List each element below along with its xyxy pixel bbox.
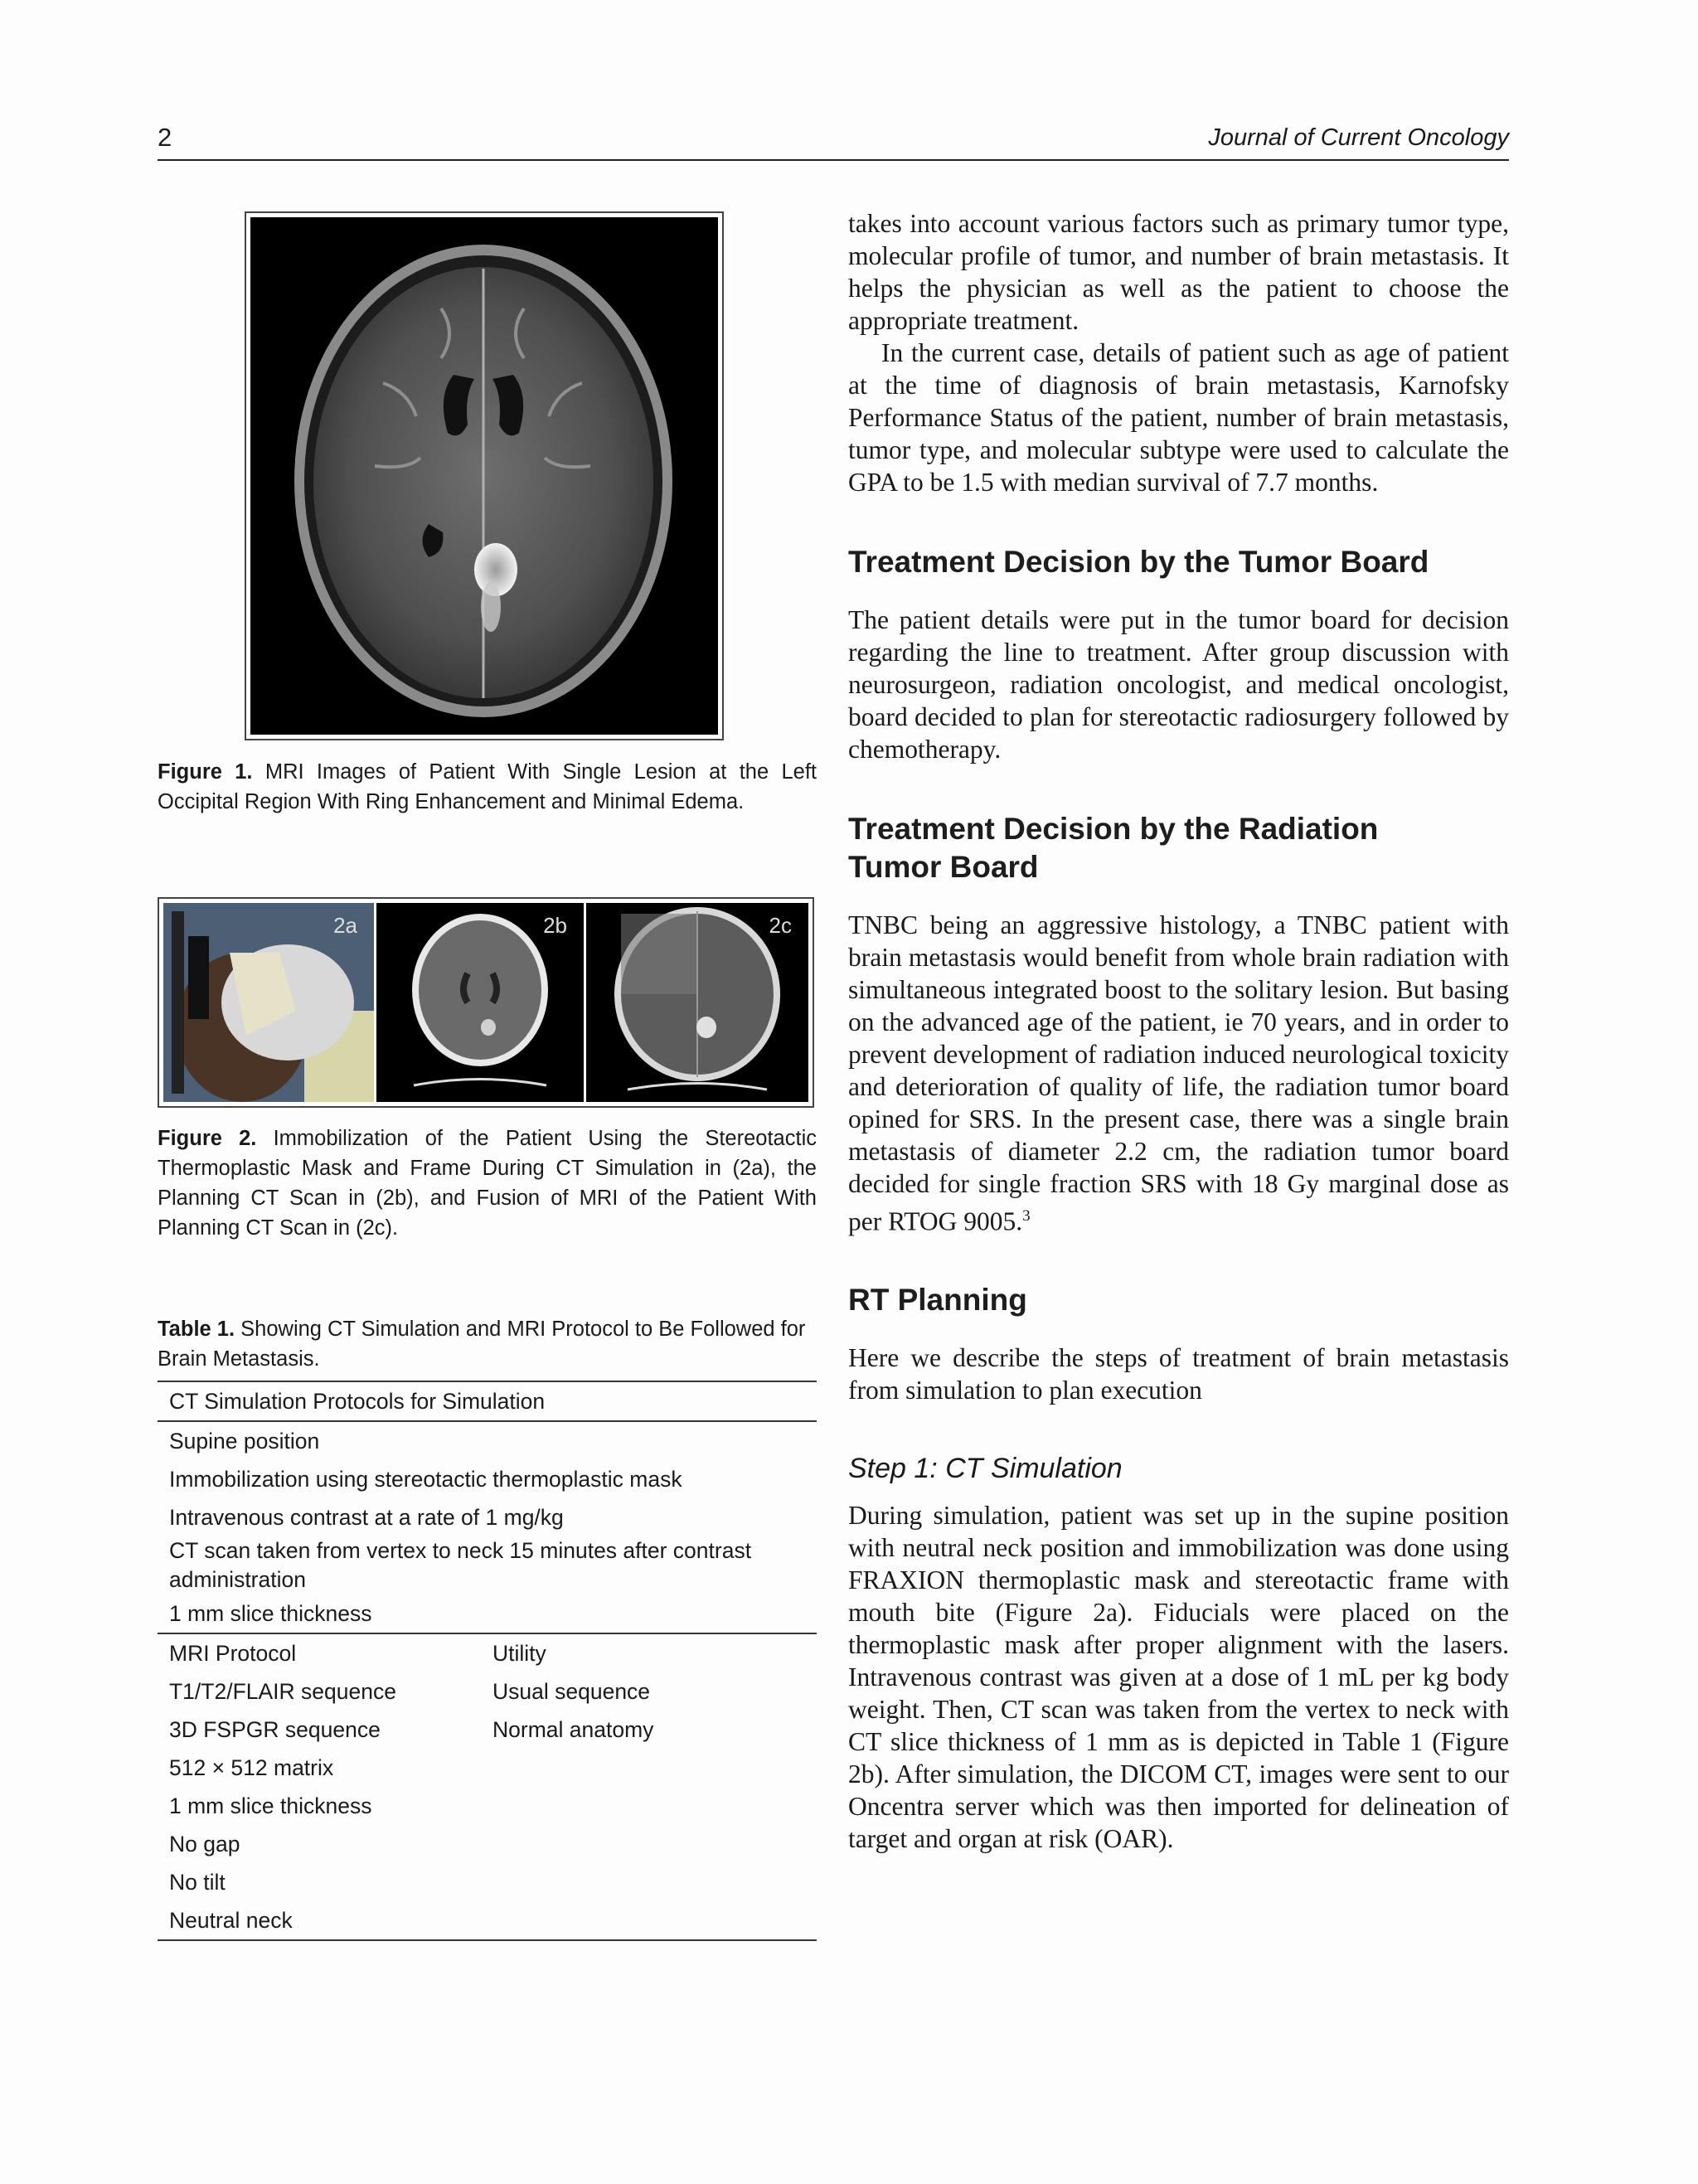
right-column [848,207,1509,1855]
paragraph-4 [848,909,1509,1238]
heading-tumor-board: Treatment Decision by the Tumor Board [848,545,1429,579]
paragraph-4-text: TNBC being an aggressive histology, a TNBC patient with brain metastasis would benefit from whole brain radiation with simultaneous integrated boost to the solitary lesion. But basing on the advanced age of the patient, ie 70 years, and in order to prevent development of radiation induced neurological toxicity and deterioration of quality of life, the radiation tumor board opined for SRS. In the present case, there was a single brain metastasis of diameter 2.2 cm, the radiation tumor board decided for single fraction SRS with 18 Gy marginal dose as per RTOG 9005. [848,910,1509,1236]
ct-header-cell: CT Simulation Protocols for Simulation [158,1381,817,1421]
table-row: No tilt [169,1869,226,1895]
paragraph-5: Here we describe the steps of treatment of brain metastasis from simulation to plan execution [848,1342,1509,1405]
figure-1-label: Figure 1. [158,760,253,784]
heading-radiation-tumor-board: Treatment Decision by the Radiation Tumor Board [848,812,1379,884]
table-row: T1/T2/FLAIR sequence Usual sequence [169,1678,651,1704]
table-row: 3D FSPGR sequence Normal anatomy [169,1716,654,1742]
paragraph-1: takes into account various factors such as primary tumor type, molecular profile of tumor, and number of brain metastasis. It helps the physician as well as the patient to choose the appropriate treatment. [848,209,1509,335]
figure-2-caption [158,1124,817,1243]
table-row: Intravenous contrast at a rate of 1 mg/kg [169,1504,564,1530]
table-row: CT scan taken from vertex to neck 15 minutes after contrast administration [169,1538,752,1592]
panel-2a [163,903,374,1102]
table-row: 1 mm slice thickness [158,1594,817,1633]
figure-1-caption [158,757,817,817]
paragraph-6: During simulation, patient was set up in the supine position with neutral neck position and immobilization was done using FRAXION thermoplastic mask and stereotactic frame with mouth bite (Figure 2a). Fiducials were placed on the thermoplastic mask after proper alignment with the lasers. Intravenous contrast was given at a dose of 1 mL per kg body weight. Then, CT scan was taken from the vertex to neck with CT slice thickness of 1 mm as is depicted in Table 1 (Figure 2b). After simulation, the DICOM CT, images were sent to our Oncentra server which was then imported for delineation of target and organ at risk (OAR). [848,1500,1509,1853]
mri-axial-image [250,217,716,733]
figure-2-caption-text: Immobilization of the Patient Using the Stereotactic Thermoplastic Mask and Frame During CT Simulation in (2a), the Planning CT Scan in (2b), and Fusion of MRI of the Patient With Planning CT Scan in (2c). [158,1127,817,1240]
table-row: No gap [169,1831,240,1856]
table-1-caption-text: Showing CT Simulation and MRI Protocol to Be Followed for Brain Metastasis. [158,1318,806,1371]
table-row: Immobilization using stereotactic thermoplastic mask [169,1466,682,1492]
figure-2-image [158,897,814,1108]
journal-title: Journal of Current Oncology [1208,124,1509,151]
table-row: Neutral neck [158,1901,817,1940]
table-1-label: Table 1. [158,1318,235,1341]
mri-header-cell: MRI Protocol [169,1640,297,1666]
panel-2c-label: 2c [769,913,792,938]
utility-header-cell: Utility [492,1640,546,1666]
intro-text [848,207,1509,498]
subheading-step-1: Step 1: CT Simulation [848,1452,1123,1484]
panel-2c [586,903,808,1102]
mri-header-row [158,1633,817,1672]
panel-2a-label: 2a [333,913,357,938]
heading-rt-planning: RT Planning [848,1282,1027,1317]
figure-1-image [245,211,724,740]
table-row: Supine position [169,1428,320,1454]
paragraph-2: In the current case, details of patient such as age of patient at the time of diagnosis of brain metastasis, Karnofsky Performance Status of the patient, number of brain metastasis, tumor type, and molecular subtype were used to calculate the GPA to be 1.5 with median survival of 7.7 months. [848,338,1509,497]
table-1 [158,1381,817,1941]
page-number: 2 [158,123,172,152]
panel-2b [376,903,584,1102]
table-row: 1 mm slice thickness [169,1793,372,1818]
page-header [158,119,1509,161]
panel-2b-label: 2b [543,913,567,938]
ct-header-row [158,1381,817,1421]
table-1-caption [158,1314,817,1374]
paragraph-3: The patient details were put in the tumor board for decision regarding the line to treatment. After group discussion with neurosurgeon, radiation oncologist, and medical oncologist, board decided to plan for stereotactic radiosurgery followed by chemotherapy. [848,605,1509,764]
citation-ref: 3 [1022,1207,1031,1225]
figure-2-label: Figure 2. [158,1127,257,1150]
figure-1-caption-text: MRI Images of Patient With Single Lesion at the Left Occipital Region With Ring Enhancement and Minimal Edema. [158,760,817,813]
table-row: 512 × 512 matrix [169,1754,334,1780]
